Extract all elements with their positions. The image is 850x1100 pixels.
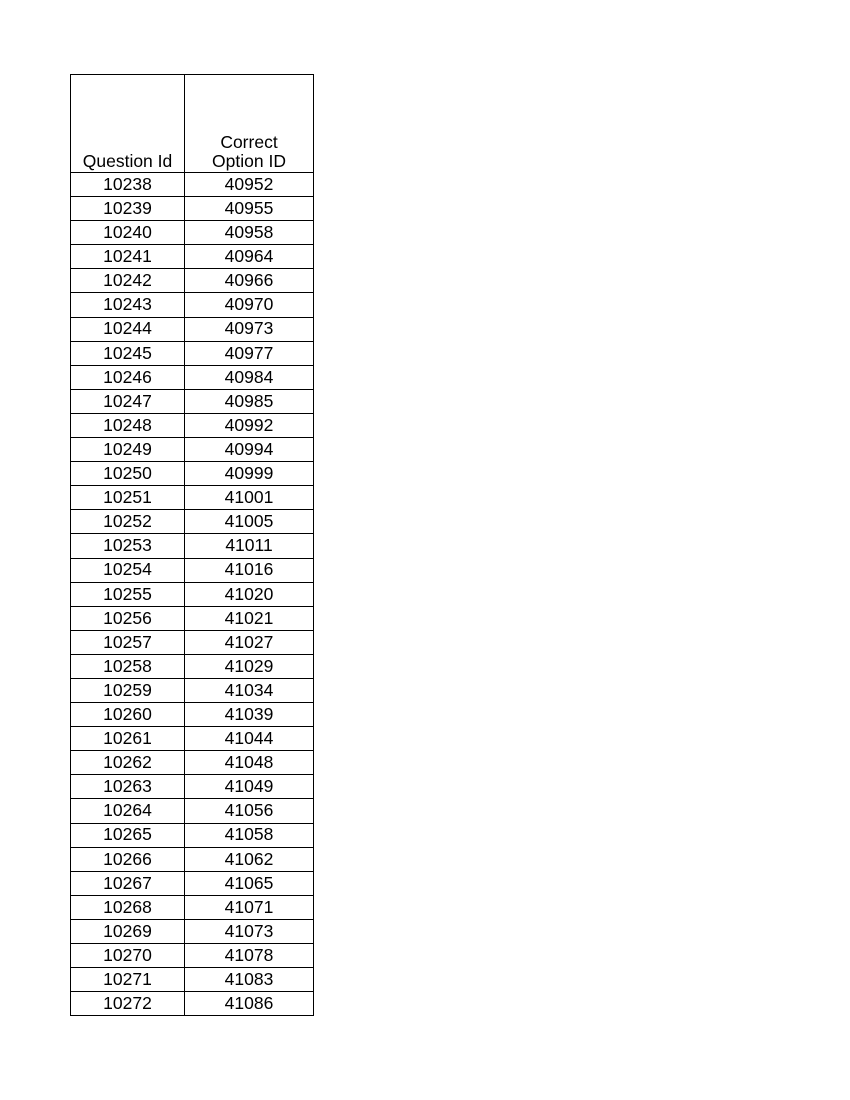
question-id-cell: 10251 <box>71 486 185 510</box>
correct-option-id-cell: 41078 <box>185 944 314 968</box>
table-row <box>71 197 314 221</box>
question-id-cell: 10258 <box>71 654 185 678</box>
question-id-cell: 10252 <box>71 510 185 534</box>
question-id-cell: 10255 <box>71 582 185 606</box>
correct-option-id-cell: 41062 <box>185 847 314 871</box>
question-id-cell: 10238 <box>71 173 185 197</box>
correct-option-id-cell: 41071 <box>185 895 314 919</box>
table-row <box>71 486 314 510</box>
table-row <box>71 245 314 269</box>
correct-option-id-cell: 41034 <box>185 678 314 702</box>
table-row <box>71 365 314 389</box>
table-row <box>71 871 314 895</box>
correct-option-id-cell: 40970 <box>185 293 314 317</box>
correct-option-id-cell: 41056 <box>185 799 314 823</box>
correct-option-id-cell: 40992 <box>185 413 314 437</box>
table-row <box>71 341 314 365</box>
correct-option-id-cell: 41048 <box>185 751 314 775</box>
question-id-cell: 10268 <box>71 895 185 919</box>
correct-option-id-cell: 40952 <box>185 173 314 197</box>
table-row <box>71 582 314 606</box>
correct-option-id-cell: 41039 <box>185 703 314 727</box>
table-row <box>71 968 314 992</box>
table-row <box>71 413 314 437</box>
table-body <box>71 173 314 1016</box>
question-id-cell: 10269 <box>71 919 185 943</box>
table-row <box>71 678 314 702</box>
question-id-cell: 10245 <box>71 341 185 365</box>
table-row <box>71 799 314 823</box>
question-id-cell: 10239 <box>71 197 185 221</box>
correct-option-id-cell: 40955 <box>185 197 314 221</box>
question-id-cell: 10242 <box>71 269 185 293</box>
table-row <box>71 847 314 871</box>
correct-option-id-cell: 40984 <box>185 365 314 389</box>
table-row <box>71 727 314 751</box>
correct-option-id-cell: 41086 <box>185 992 314 1016</box>
correct-option-id-cell: 41005 <box>185 510 314 534</box>
question-id-cell: 10266 <box>71 847 185 871</box>
table-row <box>71 919 314 943</box>
question-id-cell: 10244 <box>71 317 185 341</box>
table-row <box>71 510 314 534</box>
correct-option-id-cell: 40977 <box>185 341 314 365</box>
question-id-cell: 10254 <box>71 558 185 582</box>
table-row <box>71 317 314 341</box>
correct-option-id-cell: 41027 <box>185 630 314 654</box>
correct-option-id-cell: 41021 <box>185 606 314 630</box>
correct-option-id-cell: 40985 <box>185 389 314 413</box>
table-row <box>71 703 314 727</box>
header-question-id <box>71 75 185 173</box>
table-row <box>71 606 314 630</box>
correct-option-id-cell: 40958 <box>185 221 314 245</box>
question-id-cell: 10247 <box>71 389 185 413</box>
table-row <box>71 654 314 678</box>
question-id-cell: 10270 <box>71 944 185 968</box>
table-row <box>71 462 314 486</box>
answer-key-table <box>70 74 314 1016</box>
correct-option-id-cell: 40973 <box>185 317 314 341</box>
question-id-cell: 10262 <box>71 751 185 775</box>
table-row <box>71 534 314 558</box>
correct-option-id-cell: 41083 <box>185 968 314 992</box>
question-id-cell: 10249 <box>71 438 185 462</box>
question-id-cell: 10264 <box>71 799 185 823</box>
table-row <box>71 775 314 799</box>
table-row <box>71 992 314 1016</box>
correct-option-id-cell: 41073 <box>185 919 314 943</box>
header-correct-option-line1: Correct <box>220 131 278 152</box>
header-correct-option-line2: Option ID <box>212 150 286 171</box>
correct-option-id-cell: 41065 <box>185 871 314 895</box>
question-id-cell: 10256 <box>71 606 185 630</box>
table-row <box>71 630 314 654</box>
table-row <box>71 293 314 317</box>
correct-option-id-cell: 40964 <box>185 245 314 269</box>
question-id-cell: 10265 <box>71 823 185 847</box>
question-id-cell: 10272 <box>71 992 185 1016</box>
question-id-cell: 10257 <box>71 630 185 654</box>
header-correct-option-id <box>185 75 314 173</box>
table-row <box>71 944 314 968</box>
table-row <box>71 389 314 413</box>
correct-option-id-cell: 41058 <box>185 823 314 847</box>
question-id-cell: 10246 <box>71 365 185 389</box>
question-id-cell: 10260 <box>71 703 185 727</box>
table-row <box>71 823 314 847</box>
correct-option-id-cell: 41044 <box>185 727 314 751</box>
question-id-cell: 10267 <box>71 871 185 895</box>
table-row <box>71 173 314 197</box>
question-id-cell: 10253 <box>71 534 185 558</box>
correct-option-id-cell: 41020 <box>185 582 314 606</box>
question-id-cell: 10259 <box>71 678 185 702</box>
correct-option-id-cell: 41011 <box>185 534 314 558</box>
header-question-id-label: Question Id <box>82 150 173 171</box>
question-id-cell: 10263 <box>71 775 185 799</box>
question-id-cell: 10271 <box>71 968 185 992</box>
question-id-cell: 10241 <box>71 245 185 269</box>
correct-option-id-cell: 41001 <box>185 486 314 510</box>
question-id-cell: 10243 <box>71 293 185 317</box>
question-id-cell: 10250 <box>71 462 185 486</box>
correct-option-id-cell: 40966 <box>185 269 314 293</box>
question-id-cell: 10261 <box>71 727 185 751</box>
table-row <box>71 751 314 775</box>
question-id-cell: 10248 <box>71 413 185 437</box>
correct-option-id-cell: 40999 <box>185 462 314 486</box>
table-header-row <box>71 75 314 173</box>
table-row <box>71 269 314 293</box>
table-row <box>71 558 314 582</box>
correct-option-id-cell: 41029 <box>185 654 314 678</box>
question-id-cell: 10240 <box>71 221 185 245</box>
correct-option-id-cell: 40994 <box>185 438 314 462</box>
correct-option-id-cell: 41049 <box>185 775 314 799</box>
table-row <box>71 221 314 245</box>
correct-option-id-cell: 41016 <box>185 558 314 582</box>
table-row <box>71 438 314 462</box>
table-row <box>71 895 314 919</box>
